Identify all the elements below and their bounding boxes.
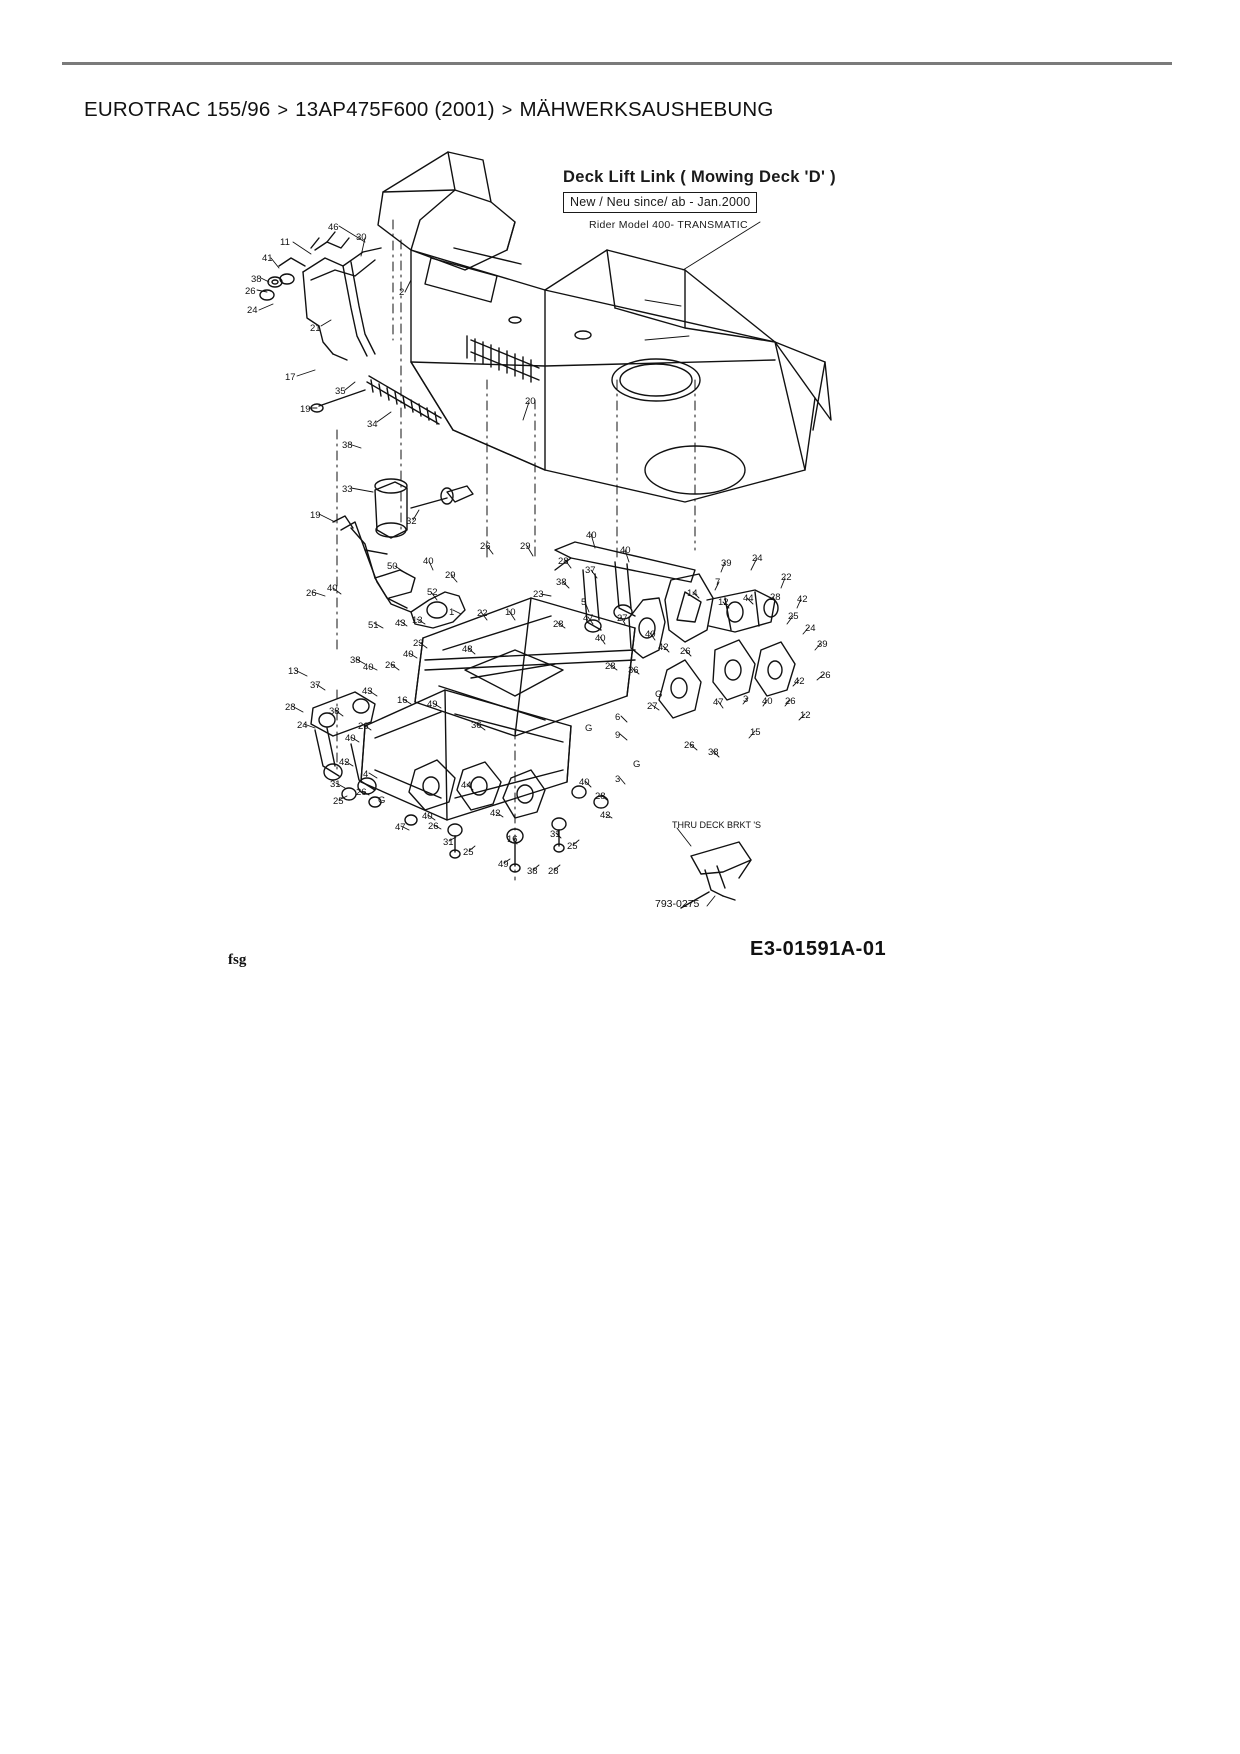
part-callout: 40 [327,583,338,594]
part-callout: 38 [251,274,262,285]
part-callout: 25 [333,796,344,807]
part-callout: 11 [280,237,290,248]
part-callout: 35 [335,386,346,397]
part-callout: 31 [550,829,561,840]
note-thru-deck-bracket: THRU DECK BRKT 'S [672,820,762,830]
part-callout: 40 [345,733,356,744]
part-callout: 26 [428,821,439,832]
part-callout: 12 [800,710,811,721]
part-callout: 48 [462,644,473,655]
part-callout: 38 [342,440,353,451]
part-callout: 19 [310,510,321,521]
part-callout: 40 [586,530,597,541]
part-callout: 38 [350,655,361,666]
breadcrumb-section: MÄHWERKSAUSHEBUNG [519,98,774,121]
part-callout: 47 [583,613,594,624]
part-callout: 9 [615,730,621,741]
part-callout: 19 [300,404,311,415]
part-callout: 7 [715,577,721,588]
part-callout: 38 [329,706,340,717]
drawing-number: E3-01591A-01 [750,938,887,960]
part-callout: 13 [412,615,423,626]
part-callout: 36 [471,720,482,731]
part-callout: 44 [743,593,754,604]
part-callout: 44 [461,780,472,791]
figure-title-block [563,168,863,231]
part-callout: 27 [617,613,628,624]
part-callout: 28 [605,661,616,672]
part-callout: 38 [708,747,719,758]
part-callout: 31 [330,779,341,790]
part-callout: 23 [413,638,424,649]
part-callout: 25 [567,841,578,852]
part-callout: 24 [297,720,308,731]
diagram-linework [215,130,985,990]
part-callout: 24 [752,553,763,564]
breadcrumb-separator-2: > [501,100,513,120]
part-callout: 28 [285,702,296,713]
part-callout: 3 [743,694,749,705]
part-callout: 16 [397,695,408,706]
header-rule [62,62,1172,65]
part-callout: 26 [306,588,317,599]
breadcrumb-part-number: 13AP475F600 (2001) [295,98,495,121]
part-callout: 28 [595,791,606,802]
part-callout: 50 [387,561,398,572]
part-callout: 31 [443,837,454,848]
part-callout: 22 [477,608,488,619]
part-callout: 37 [310,680,321,691]
part-callout: 40 [579,777,590,788]
part-callout: 26 [385,660,396,671]
exploded-parts-diagram [215,130,985,990]
part-callout: 3 [615,774,621,785]
part-callout: 26 [480,541,491,552]
part-callout: 32 [406,516,417,527]
part-callout: 30 [356,232,367,243]
part-callout: 26 [820,670,831,681]
part-callout: 2 [399,287,405,298]
part-callout: 1 [449,607,455,618]
part-callout: 25 [788,611,799,622]
part-callout: 36 [628,665,639,676]
part-callout: 41 [262,253,273,264]
part-callout: 28 [548,866,559,877]
figure-revision-box [563,192,757,213]
part-callout: 24 [805,623,816,634]
figure-model-note: Rider Model 400- TRANSMATIC [589,219,748,231]
part-callout: 22 [781,572,792,583]
part-callout: 26 [358,721,369,732]
part-callout: 17 [285,372,296,383]
part-callout: 24 [247,305,258,316]
part-callout: 38 [556,577,567,588]
part-callout: 42 [339,757,350,768]
part-callout: 47 [395,822,406,833]
part-callout: 34 [367,419,378,430]
part-callout: 33 [342,484,353,495]
part-callout: 40 [595,633,606,644]
part-callout: 26 [785,696,796,707]
part-callout: 12 [718,597,729,608]
part-callout: 26 [245,286,256,297]
part-callout: 15 [750,727,761,738]
part-callout: 37 [585,565,596,576]
part-callout: 20 [525,396,536,407]
part-callout: 10 [505,607,516,618]
part-callout: 5 [581,597,587,608]
part-callout: 14 [687,588,698,599]
breadcrumb-model: EUROTRAC 155/96 [84,98,271,121]
part-callout: 40 [403,649,414,660]
part-callout: 13 [288,666,299,677]
part-callout: 28 [558,556,569,567]
part-callout: 28 [553,619,564,630]
part-callout: 28 [770,592,781,603]
part-callout: 40 [423,556,434,567]
part-callout: 40 [422,811,433,822]
fsg-label: fsg [228,952,247,968]
part-callout: 27 [647,701,658,712]
part-callout: 43 [362,686,373,697]
part-callout: 16 [507,834,518,845]
figure-revision-note: New / Neu since/ ab - Jan.2000 [570,195,751,209]
part-callout: 40 [620,545,631,556]
part-callout: 43 [395,618,406,629]
figure-title: Deck Lift Link ( Mowing Deck 'D' ) [563,168,836,186]
part-callout: 26 [684,740,695,751]
part-callout: 26 [680,646,691,657]
part-callout: G [378,795,386,806]
part-callout: 25 [463,847,474,858]
part-callout: G [585,723,593,734]
breadcrumb-separator-1: > [277,100,289,120]
part-callout: 29 [445,570,456,581]
part-callout: 40 [645,629,656,640]
part-callout: G [655,689,663,700]
note-part-793-0275: 793-0275 [655,898,700,910]
part-callout: 47 [713,697,724,708]
part-callout: 49 [427,699,438,710]
part-callout: 49 [498,859,509,870]
part-callout: G [633,759,641,770]
part-callout: 23 [533,589,544,600]
part-callout: 46 [328,222,339,233]
part-callout: 38 [527,866,538,877]
part-callout: 26 [356,787,367,798]
part-callout: 29 [520,541,531,552]
part-callout: 4 [363,769,369,780]
part-callout: 21 [310,323,321,334]
part-callout: 42 [490,808,501,819]
part-callout: 40 [762,696,773,707]
breadcrumb [84,98,774,122]
part-callout: 42 [600,810,611,821]
part-callout: 39 [721,558,732,569]
part-callout: 52 [427,587,438,598]
part-callout: 42 [658,642,669,653]
part-callout: 42 [797,594,808,605]
part-callout: 6 [615,712,621,723]
part-callout: 51 [368,620,379,631]
part-callout: 42 [794,676,805,687]
part-callout: 39 [817,639,828,650]
part-callout: 40 [363,662,374,673]
